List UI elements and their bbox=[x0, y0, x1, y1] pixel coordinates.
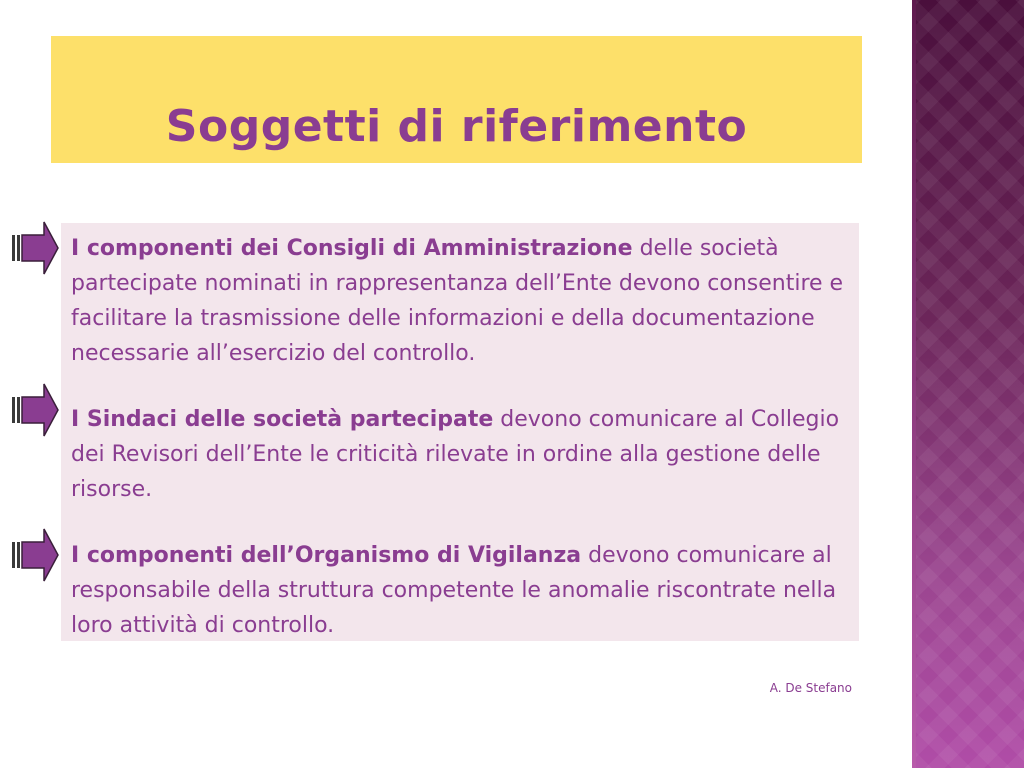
slide-title: Soggetti di riferimento bbox=[165, 101, 748, 152]
content-box bbox=[61, 223, 859, 641]
author-credit: A. De Stefano bbox=[769, 681, 852, 695]
paragraph-lead: I Sindaci delle società partecipate bbox=[71, 407, 494, 432]
arrow-right-icon bbox=[10, 382, 60, 438]
paragraph-text: devono comunicare al responsabile della struttura competente le anomalie riscontrate nella loro attività di controllo. bbox=[71, 543, 837, 638]
paragraph-lead: I componenti dei Consigli di Amministrazione bbox=[71, 236, 633, 261]
decorative-side-strip bbox=[912, 0, 1024, 768]
paragraph-text: delle società partecipate nominati in rappresentanza dell’Ente devono consentire e facilitare la trasmissione delle informazioni e della documentazione necessarie all’esercizio del controllo. bbox=[71, 236, 844, 366]
paragraph-auditors bbox=[71, 402, 845, 507]
arrow-right-icon bbox=[10, 220, 60, 276]
paragraph-text: devono comunicare al Collegio dei Revisori dell’Ente le criticità rilevate in ordine alla gestione delle risorse. bbox=[71, 407, 840, 502]
arrow-right-icon bbox=[10, 527, 60, 583]
paragraph-board-members bbox=[71, 231, 845, 371]
paragraph-supervisory-body bbox=[71, 538, 845, 643]
paragraph-lead: I componenti dell’Organismo di Vigilanza bbox=[71, 543, 582, 568]
